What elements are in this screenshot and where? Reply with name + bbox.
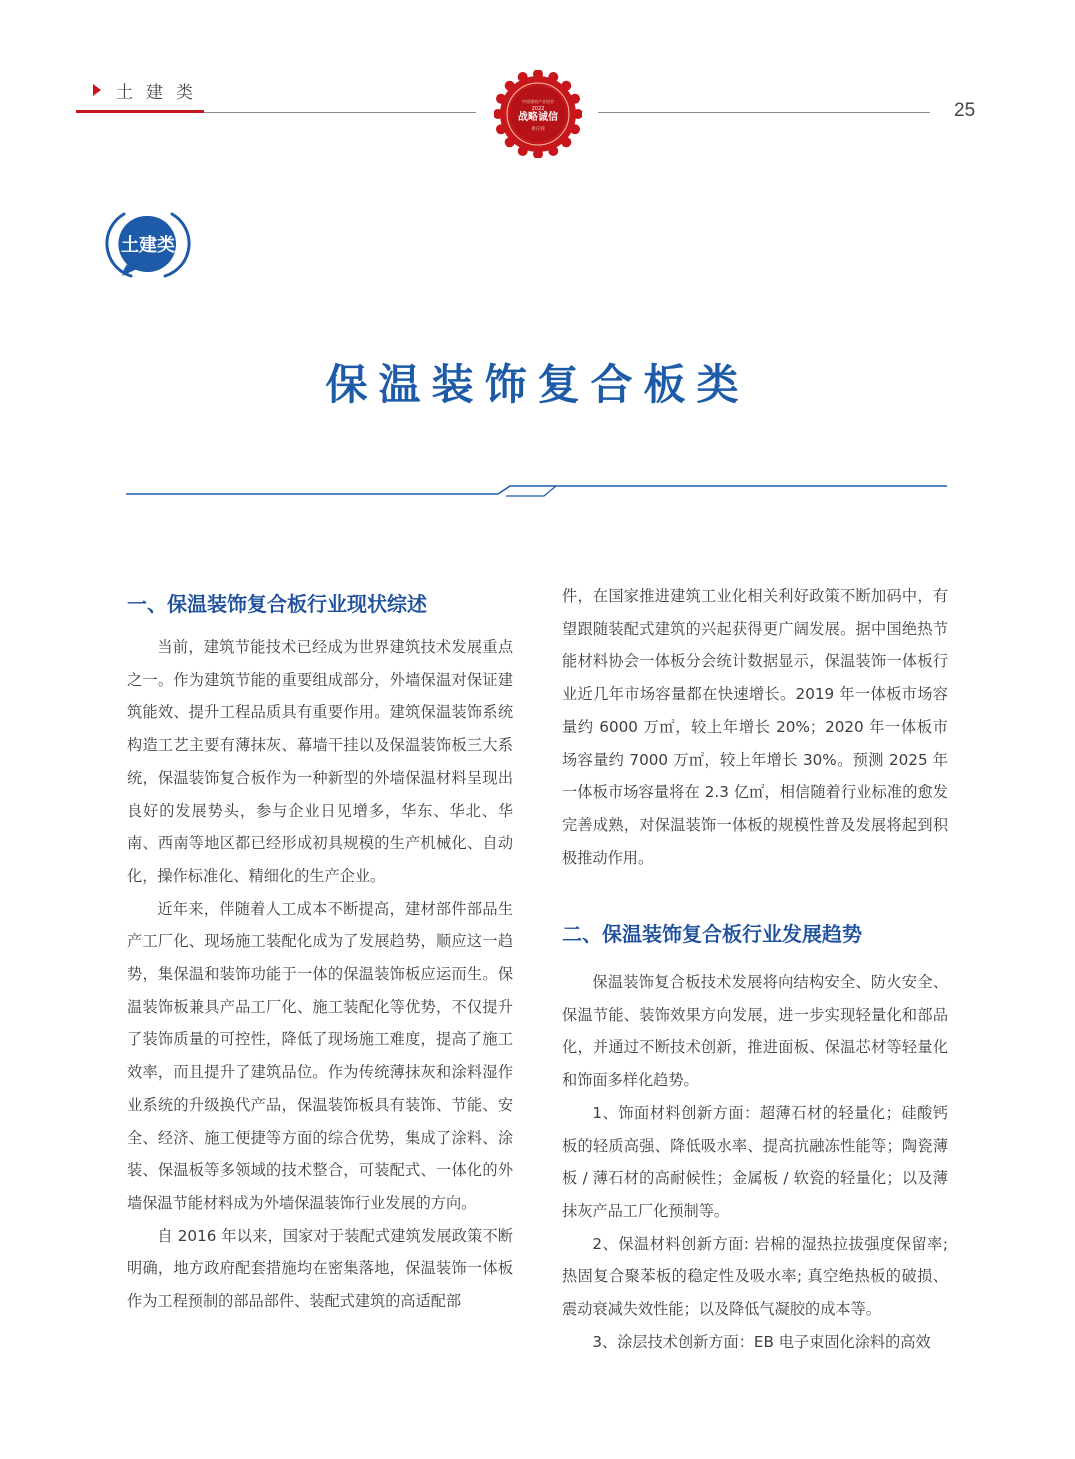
paragraph: 2、保温材料创新方面: 岩棉的湿热拉拔强度保留率; 热固复合聚苯板的稳定性及吸水率; 真空绝热板的破损、震动衰减失效性能；以及降低气凝胶的成本等。 bbox=[562, 1234, 948, 1319]
header-category: 土建类 bbox=[116, 83, 206, 103]
paragraph: 当前，建筑节能技术已经成为世界建筑技术发展重点之一。作为建筑节能的重要组成部分，外墙保温对保证建筑能效、提升工程品质具有重要作用。建筑保温装饰系统构造工艺主要有薄抹灰、幕墙干挂以及保温装饰板三大系统，保温装饰复合板作为一种新型的外墙保温材料呈现出良好的发展势头，参与企业日见增多，华东、华北、华南、西南等地区都已经形成初具规模的生产机械化、自动化，操作标准化、精细化的生产企业。 bbox=[127, 638, 513, 885]
paragraph: 自 2016 年以来，国家对于装配式建筑发展政策不断明确，地方政府配套措施均在密集落地，保温装饰一体板作为工程预制的部品部件、装配式建筑的高适配部 bbox=[127, 1226, 513, 1311]
title-divider bbox=[126, 482, 948, 498]
seal-main: 战略诚信 bbox=[518, 112, 558, 123]
header-accent-bar bbox=[76, 110, 204, 113]
paragraph: 保温装饰复合板技术发展将向结构安全、防火安全、保温节能、装饰效果方向发展，进一步实现轻量化和部品化，并通过不断技术创新，推进面板、保温芯材等轻量化和饰面多样化趋势。 bbox=[562, 973, 948, 1090]
seal-icon bbox=[494, 70, 582, 158]
seal-top-text: 中国建筑产业协会 bbox=[522, 99, 554, 104]
section-heading-1: 一、保温装饰复合板行业现状综述 bbox=[127, 592, 427, 616]
section-heading-2: 二、保温装饰复合板行业发展趋势 bbox=[562, 922, 862, 946]
page-number: 25 bbox=[954, 100, 976, 121]
paragraph: 1、饰面材料创新方面：超薄石材的轻量化；硅酸钙板的轻质高强、降低吸水率、提高抗融冻性能等；陶瓷薄板 / 薄石材的高耐候性；金属板 / 软瓷的轻量化；以及薄抹灰产品工厂化预制等。 bbox=[562, 1103, 948, 1220]
header-arrow-icon bbox=[93, 84, 101, 96]
right-column-bottom bbox=[562, 966, 948, 1358]
seal-bottom: 供应商 bbox=[531, 127, 545, 132]
paragraph: 3、涂层技术创新方面：EB 电子束固化涂料的高效 bbox=[592, 1332, 931, 1351]
category-badge-label: 土建类 bbox=[121, 235, 175, 256]
paragraph-continuation: 件，在国家推进建筑工业化相关利好政策不断加码中，有望跟随装配式建筑的兴起获得更广阔发展。据中国绝热节能材料协会一体板分会统计数据显示，保温装饰一体板行业近几年市场容量都在快速增长。2019 年一体板市场容量约 6000 万㎡，较上年增长 20%；2020 年一体板市场容量约 7000 万㎡，较上年增长 30%。预测 2025 年一体板市场容量将在 2.3 亿㎡，相信随着行业标准的愈发完善成熟，对保温装饰一体板的规模性普及发展将起到积极推动作用。 bbox=[562, 587, 948, 867]
left-column bbox=[127, 631, 513, 1318]
seal-year: 2022 bbox=[531, 106, 545, 112]
paragraph: 近年来，伴随着人工成本不断提高，建材部件部品生产工厂化、现场施工装配化成为了发展趋势，顺应这一趋势，集保温和装饰功能于一体的保温装饰板应运而生。保温装饰板兼具产品工厂化、施工装配化等优势，不仅提升了装饰质量的可控性，降低了现场施工难度，提高了施工效率，而且提升了建筑品位。作为传统薄抹灰和涂料湿作业系统的升级换代产品，保温装饰板具有装饰、节能、安全、经济、施工便捷等方面的综合优势，集成了涂料、涂装、保温板等多领域的技术整合，可装配式、一体化的外墙保温节能材料成为外墙保温装饰行业发展的方向。 bbox=[127, 899, 513, 1212]
header-rule-right bbox=[598, 112, 930, 113]
page-title: 保温装饰复合板类 bbox=[325, 360, 750, 409]
right-column-top bbox=[562, 580, 948, 874]
